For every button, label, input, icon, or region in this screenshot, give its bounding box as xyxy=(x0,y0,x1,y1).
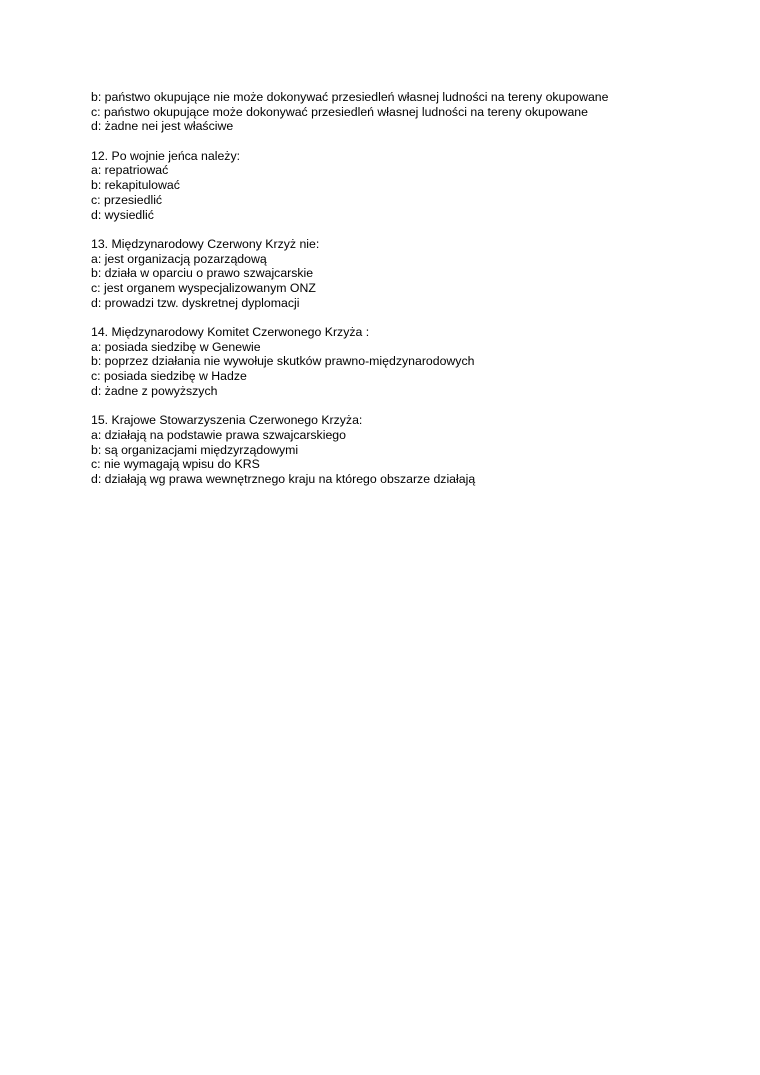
option-b: b: państwo okupujące nie może dokonywać przesiedleń własnej ludności na tereny okupowane xyxy=(91,90,609,104)
option-a: a: posiada siedzibę w Genewie xyxy=(91,339,261,354)
question-12 xyxy=(91,149,731,222)
document-body xyxy=(91,90,731,501)
option-c: c: posiada siedzibę w Hadze xyxy=(91,369,247,384)
question-15 xyxy=(91,413,731,486)
option-c: c: jest organem wyspecjalizowanym ONZ xyxy=(91,280,316,295)
option-b: b: poprzez działania nie wywołuje skutków prawno-międzynarodowych xyxy=(91,354,475,369)
option-a: a: repatriować xyxy=(91,163,169,178)
question-text: 13. Międzynarodowy Czerwony Krzyż nie: xyxy=(91,236,320,251)
option-c: c: przesiedlić xyxy=(91,192,163,207)
option-c: c: nie wymagają wpisu do KRS xyxy=(91,457,260,472)
option-b: b: rekapitulować xyxy=(91,178,180,193)
option-d: d: żadne nei jest właściwe xyxy=(91,119,234,134)
option-b: b: są organizacjami międzyrządowymi xyxy=(91,442,299,457)
question-13 xyxy=(91,237,731,310)
option-b: b: działa w oparciu o prawo szwajcarskie xyxy=(91,266,314,281)
option-d: d: prowadzi tzw. dyskretnej dyplomacji xyxy=(91,295,300,310)
question-text: 15. Krajowe Stowarzyszenia Czerwonego Krzyża: xyxy=(91,413,363,428)
question-text: 12. Po wojnie jeńca należy: xyxy=(91,148,241,163)
option-d: d: wysiedlić xyxy=(91,207,154,222)
option-d: d: żadne z powyższych xyxy=(91,383,218,398)
question-text: 14. Międzynarodowy Komitet Czerwonego Krzyża : xyxy=(91,325,370,339)
option-d: d: działają wg prawa wewnętrznego kraju na którego obszarze działają xyxy=(91,471,476,486)
question-11-continuation xyxy=(91,90,731,134)
option-a: a: jest organizacją pozarządową xyxy=(91,251,267,266)
question-14 xyxy=(91,325,731,398)
option-a: a: działają na podstawie prawa szwajcarskiego xyxy=(91,427,346,442)
option-c: c: państwo okupujące może dokonywać przesiedleń własnej ludności na tereny okupowane xyxy=(91,104,588,119)
